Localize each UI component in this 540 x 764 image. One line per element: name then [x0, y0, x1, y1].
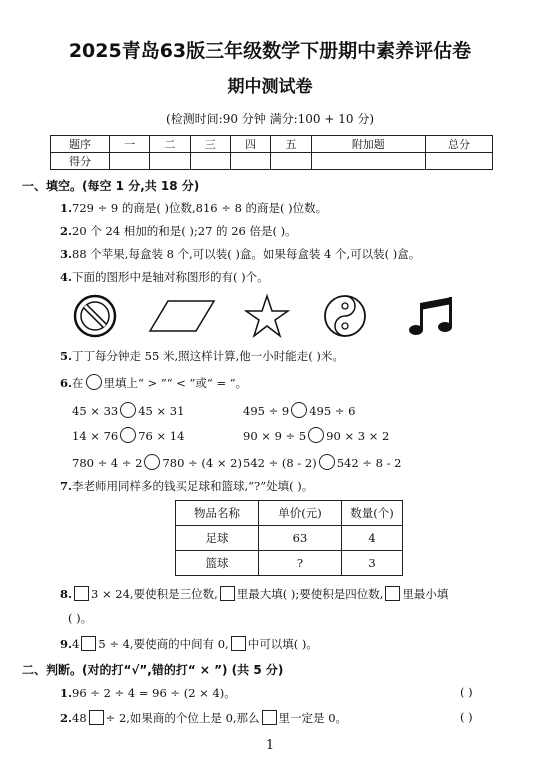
score-header-cell: 附加题 [311, 136, 425, 153]
yin-yang-icon [322, 293, 368, 339]
question-1-2: 2.20 个 24 相加的和是( );27 的 26 倍是( )。 [60, 224, 297, 238]
answer-paren[interactable]: ( ) [460, 710, 473, 724]
price-cell: 3 [342, 551, 403, 576]
score-cell[interactable] [426, 153, 493, 170]
blank-box[interactable] [262, 710, 277, 725]
score-table [50, 135, 493, 170]
compare-circle[interactable] [319, 454, 335, 470]
answer-paren[interactable]: ( ) [460, 685, 473, 699]
comparison: 14 × 76 76 × 14 [72, 429, 185, 443]
score-header-cell: 四 [230, 136, 270, 153]
price-cell: ? [259, 551, 342, 576]
score-header-cell: 题序 [51, 136, 110, 153]
section1-heading: 一、填空。(每空 1 分,共 18 分) [22, 179, 200, 193]
question-1-7: 7.李老师用同样多的钱买足球和篮球,“?”处填( )。 [60, 479, 314, 493]
question-2-1: 1.96 ÷ 2 ÷ 4 = 96 ÷ (2 × 4)。 [60, 686, 236, 700]
star-icon [244, 293, 290, 339]
comparison: 495 ÷ 9 495 ÷ 6 [243, 404, 356, 418]
question-1-8-cont: ( )。 [68, 611, 93, 625]
compare-circle[interactable] [144, 454, 160, 470]
comparison: 542 ÷ (8 - 2) 542 ÷ 8 - 2 [243, 456, 402, 470]
price-header-cell: 单价(元) [259, 501, 342, 526]
score-header-cell: 三 [190, 136, 230, 153]
price-cell: 63 [259, 526, 342, 551]
question-1-8: 8. 3 × 24,要使积是三位数, 里最大填( );要使积是四位数, 里最小填 [60, 587, 449, 601]
blank-box[interactable] [385, 586, 400, 601]
comparison: 45 × 33 45 × 31 [72, 404, 185, 418]
page-subtitle: 期中测试卷 [227, 77, 313, 97]
question-1-3: 3.88 个苹果,每盒装 8 个,可以装( )盒。如果每盒装 4 个,可以装( )盒。 [60, 247, 421, 261]
comparison: 90 × 9 ÷ 5 90 × 3 × 2 [243, 429, 390, 443]
price-header-cell: 数量(个) [342, 501, 403, 526]
blank-box[interactable] [81, 636, 96, 651]
score-header-cell: 总分 [426, 136, 493, 153]
blank-box[interactable] [231, 636, 246, 651]
price-cell: 4 [342, 526, 403, 551]
blank-box[interactable] [220, 586, 235, 601]
compare-circle[interactable] [291, 402, 307, 418]
no-sign-icon [72, 293, 118, 339]
question-2-2: 2.48 ÷ 2,如果商的个位上是 0,那么 里一定是 0。 [60, 711, 348, 725]
comparison: 780 ÷ 4 ÷ 2 780 ÷ (4 × 2) [72, 456, 242, 470]
question-1-1: 1.729 ÷ 9 的商是( )位数,816 ÷ 8 的商是( )位数。 [60, 201, 328, 215]
page-number: 1 [265, 738, 275, 753]
score-row-label: 得分 [51, 153, 110, 170]
compare-circle[interactable] [120, 402, 136, 418]
compare-circle[interactable] [120, 427, 136, 443]
exam-info: (检测时间:90 分钟 满分:100 + 10 分) [165, 112, 375, 126]
question-1-5: 5.丁丁每分钟走 55 米,照这样计算,他一小时能走( )米。 [60, 349, 344, 363]
music-note-icon [406, 293, 456, 339]
score-cell[interactable] [311, 153, 425, 170]
blank-box[interactable] [74, 586, 89, 601]
score-cell[interactable] [190, 153, 230, 170]
score-cell[interactable] [271, 153, 311, 170]
score-cell[interactable] [150, 153, 190, 170]
question-1-6: 6.在 里填上“ > ”“ < ”或“ = ”。 [60, 376, 248, 390]
score-header-cell: 五 [271, 136, 311, 153]
price-cell: 足球 [176, 526, 259, 551]
score-header-cell: 一 [110, 136, 150, 153]
price-header-cell: 物品名称 [176, 501, 259, 526]
question-1-9: 9.4 5 ÷ 4,要使商的中间有 0, 中可以填( )。 [60, 637, 318, 651]
score-cell[interactable] [110, 153, 150, 170]
compare-circle[interactable] [86, 374, 102, 390]
section2-heading: 二、判断。(对的打“√”,错的打“ × ”) (共 5 分) [22, 663, 284, 677]
price-table [175, 500, 403, 576]
score-header-cell: 二 [150, 136, 190, 153]
page-title: 2025青岛63版三年级数学下册期中素养评估卷 [68, 40, 472, 62]
question-1-4: 4.下面的图形中是轴对称图形的有( )个。 [60, 270, 269, 284]
compare-circle[interactable] [308, 427, 324, 443]
score-cell[interactable] [230, 153, 270, 170]
blank-box[interactable] [89, 710, 104, 725]
price-cell: 篮球 [176, 551, 259, 576]
parallelogram-icon [148, 293, 216, 339]
